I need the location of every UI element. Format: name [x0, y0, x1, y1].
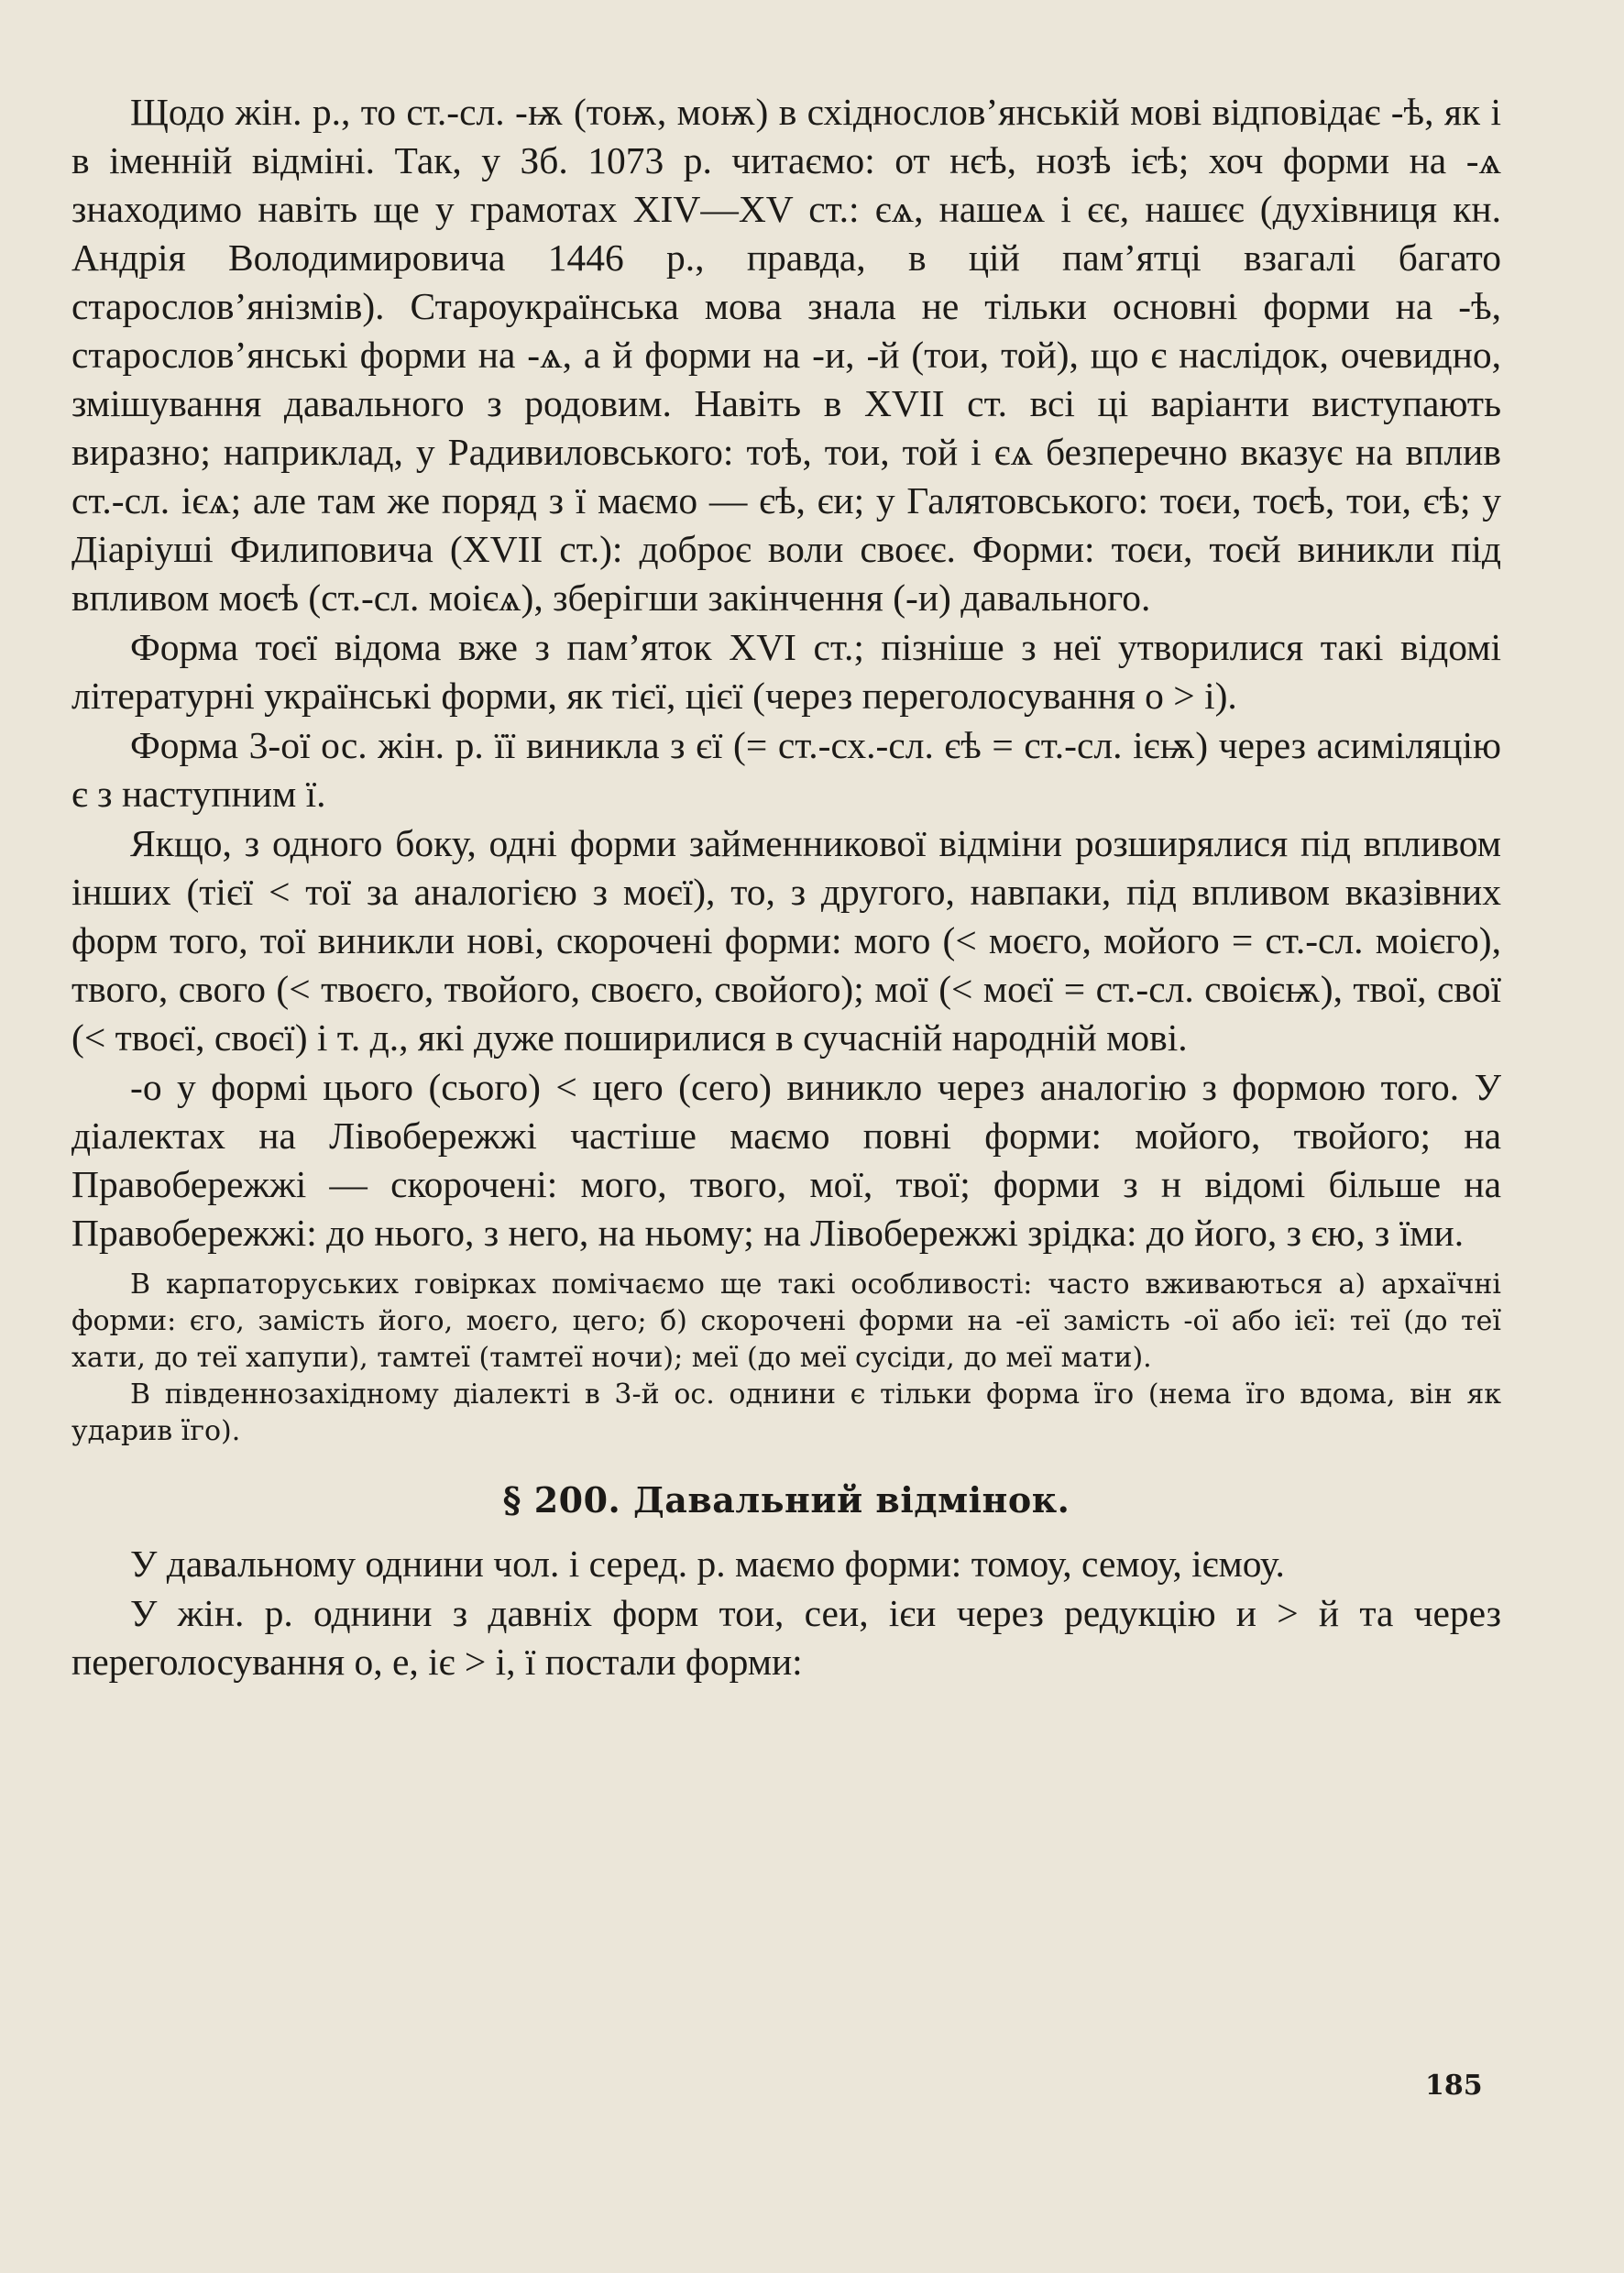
paragraph-3: Форма 3-ої ос. жін. р. її виникла з єї (= ст.-сх.-сл. єѣ = ст.-сл. ієѭ) через асиміляцію є з наступним ї. — [71, 724, 1501, 815]
section-heading: § 200. Давальний відмінок. — [502, 1479, 1070, 1521]
paragraph-4: Якщо, з одного боку, одні форми займенникової відміни розширялися під впливом інших (тієї < тої за аналогією з моєї), то, з другого, навпаки, під впливом вказівних форм того, тої виникли нові, скорочені форми: мого (< моєго, мойого = ст.-сл. моієго), твого, свого (< твоєго, твойого, своєго, свойого); мої (< моєї = ст.-сл. своієѭ), твої, свої (< твоєї, своєї) і т. д., які дуже поширилися в сучасній народній мові. — [71, 822, 1501, 1059]
note-2: В південнозахідному діалекті в 3-й ос. однини є тільки форма їго (нема їго вдома, він як ударив їго). — [71, 1378, 1501, 1447]
section-paragraph-2: У жін. р. однини з давніх форм тои, сеи, ієи через редукцію и > й та через переголосування о, е, іє > і, ї постали форми: — [71, 1592, 1501, 1683]
paragraph-1: Щодо жін. р., то ст.-сл. -ѭ (тоѭ, моѭ) в східнослов’янській мові відповідає -ѣ, як і в іменній відміні. Так, у Зб. 1073 р. читаємо: от нєѣ, нозѣ ієѣ; хоч форми на -ѧ знаходимо навіть ще у грамотах XIV—XV ст.: єѧ, нашеѧ і єє, нашєє (духівниця кн. Андрія Володимировича 1446 р., правда, в цій пам’ятці взагалі багато старослов’янізмів). Староукраїнська мова знала не тільки основні форми на -ѣ, старослов’янські форми на -ѧ, а й форми на -и, -й (тои, той), що є наслідок, очевидно, змішування давального з родовим. Навіть в XVII ст. всі ці варіанти виступають виразно; наприклад, у Радивиловського: тоѣ, тои, той і єѧ безперечно вказує на вплив ст.-сл. ієѧ; але там же поряд з ї маємо — єѣ, єи; у Галятовського: тоєи, тоєѣ, тои, єѣ; у Діаріуші Филиповича (XVII ст.): доброє воли своєє. Форми: тоєи, тоєй виникли під впливом моєѣ (ст.-сл. моієѧ), зберігши закінчення (-и) давального. — [71, 91, 1501, 619]
page-content — [71, 88, 1501, 1687]
note-1: В карпаторуських говірках помічаємо ще такі особливості: часто вживаються а) архаїчні форми: єго, замість його, моєго, цего; б) скорочені форми на -еї замість -ої або ієї: теї (до теї хати, до теї хапупи), тамтеї (тамтеї ночи); меї (до меї сусіди, до меї мати). — [71, 1268, 1501, 1374]
page-number: 185 — [1425, 2070, 1483, 2102]
section-paragraph-1: У давальному однини чол. і серед. р. маємо форми: томоу, семоу, іємоу. — [130, 1543, 1285, 1585]
paragraph-2: Форма тоєї відома вже з пам’яток XVI ст.; пізніше з неї утворилися такі відомі літературні українські форми, як тієї, цієї (через переголосування о > і). — [71, 626, 1501, 717]
paragraph-5: -о у формі цього (сього) < цего (сего) виникло через аналогію з формою того. У діалектах на Лівобережжі частіше маємо повні форми: мойого, твойого; на Правобережжі — скорочені: мого, твого, мої, твої; форми з н відомі більше на Правобережжі: до нього, з него, на ньому; на Лівобережжі зрідка: до його, з єю, з їми. — [71, 1066, 1501, 1254]
footnotes — [71, 1267, 1501, 1450]
